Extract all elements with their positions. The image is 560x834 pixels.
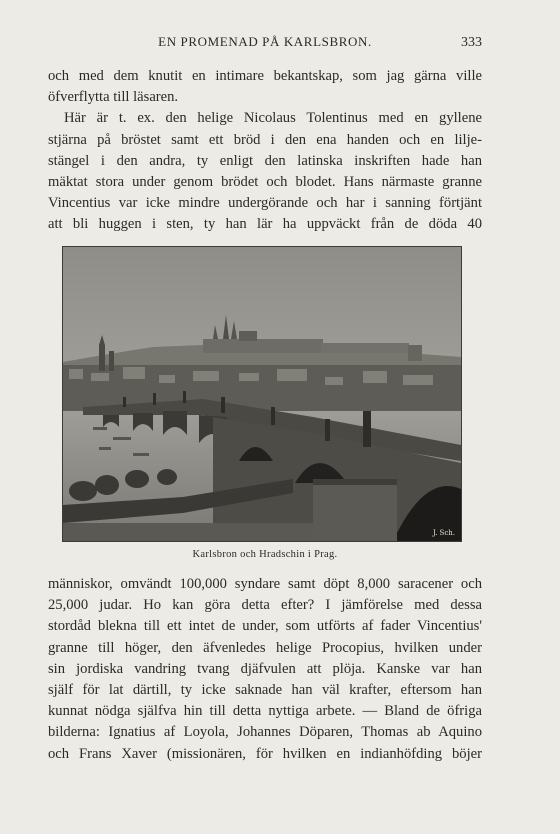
paragraph-top: [48, 66, 482, 236]
text-line: att bli huggen i sten, ty han lär ha uppväckt från de döda 40: [48, 216, 482, 233]
figure-caption: Karlsbron och Hradschin i Prag.: [192, 549, 338, 560]
text-line: sin jordiska vandring tvang djäfvulen att plöja. Kanske var han: [48, 660, 482, 677]
page-number: 333: [461, 35, 482, 50]
text-line: 25,000 judar. Ho kan göra detta efter? I jämförelse med dessa: [48, 597, 482, 614]
text-line: öfverflytta till läsaren.: [48, 89, 179, 106]
bridge-photograph: [62, 246, 462, 542]
text-line: och Frans Xaver (missionären, för hvilken en indianhöfding böjer: [48, 745, 482, 762]
text-line: stängel i den andra, ty enligt den latinska inskriften hade han: [48, 152, 482, 169]
text-line: Vincentius var icke mindre undergörande och har i sanning förtjänt: [48, 195, 482, 212]
photo-signature: J. Sch.: [432, 529, 455, 537]
text-line: kunnat nödga själfva hin till detta nyttiga arbete. — Bland de öfriga: [48, 703, 482, 720]
paragraph-bottom: [48, 574, 482, 765]
text-line: och med dem knutit en intimare bekantskap, som jag gärna ville: [48, 68, 482, 84]
text-line: Här är t. ex. den helige Nicolaus Tolentinus med en gyllene: [64, 110, 482, 127]
text-line: bilderna: Ignatius af Loyola, Johannes Döparen, Thomas ab Aquino: [48, 724, 482, 741]
text-line: granne till höger, den äfvenledes helige Procopius, hvilken under: [48, 639, 482, 656]
text-line: människor, omvändt 100,000 syndare samt döpt 8,000 saracener och: [48, 576, 482, 592]
text-line: stordåd blekna till ett intet de under, som utförts af fader Vincentius': [48, 618, 482, 635]
page-header: [48, 34, 482, 54]
text-line: mäktat stora under genom brödet och blodet. Hans närmaste granne: [48, 174, 482, 191]
text-line: stjärna på bröstet samt ett bröd i den ena handen och en lilje-: [48, 131, 482, 148]
photo-illustration: [63, 247, 461, 541]
running-title: EN PROMENAD PÅ KARLSBRON.: [158, 34, 372, 49]
text-line: själf för lat därtill, ty icke saknade han väl krafter, eftersom han: [48, 682, 482, 699]
